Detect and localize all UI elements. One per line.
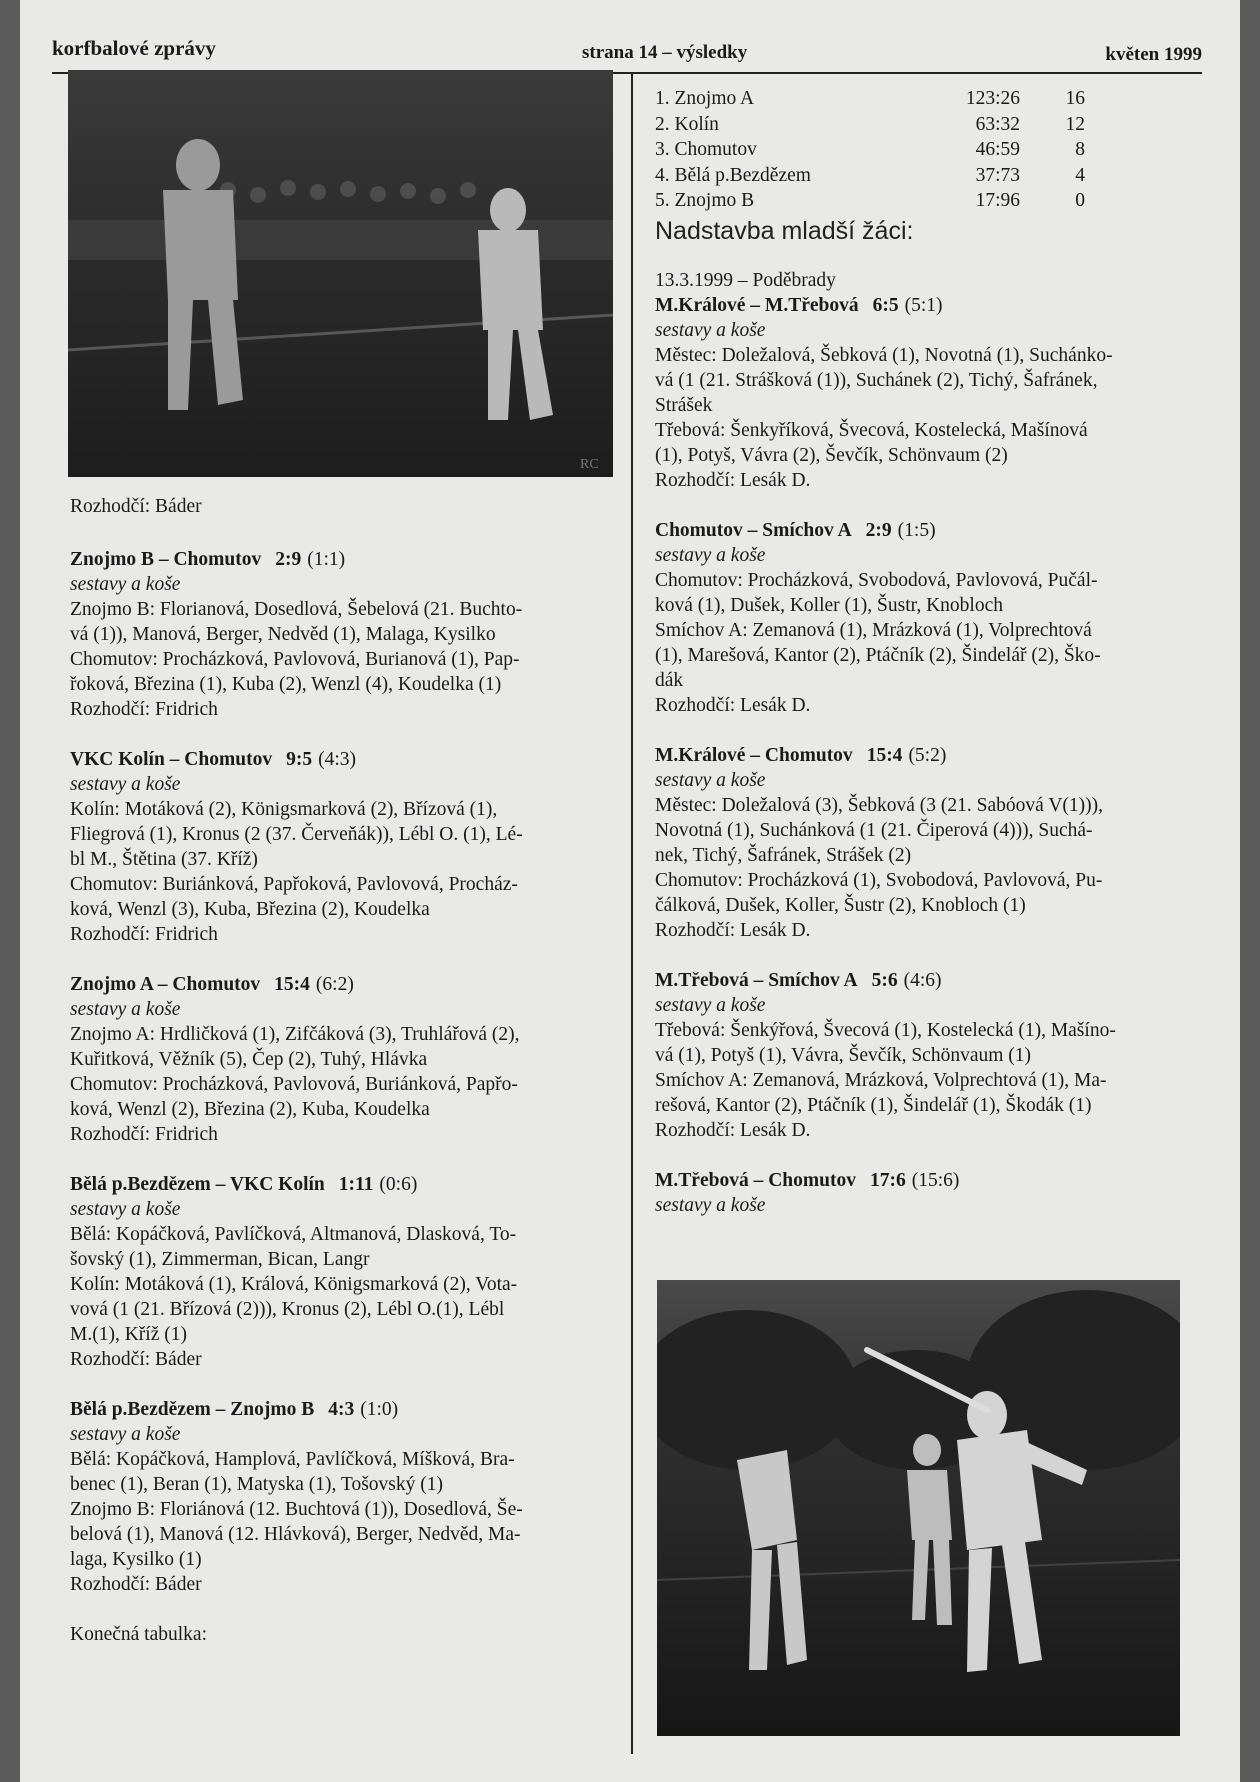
lineups-subtitle: sestavy a koše [655,1194,766,1216]
lineup-line: Rozhodčí: Báder [70,1349,202,1370]
team-name: 4. Bělá p.Bezdězem [655,164,811,186]
team-name: 2. Kolín [655,113,719,135]
column-divider [631,72,633,1754]
lineup-line: laga, Kysilko (1) [70,1549,202,1570]
match-score: 2:9 [275,549,302,570]
page-header [52,36,1202,74]
match-block [70,747,610,947]
match-score: 17:6 [869,1169,906,1191]
lineup-line: čálková, Dušek, Koller, Šustr (2), Knobloch (1) [655,894,1026,916]
standings-row [655,112,1085,138]
lineup-line: rešová, Kantor (2), Ptáčník (1), Šindelář (1), Škodák (1) [655,1094,1092,1116]
match-teams: Bělá p.Bezdězem – Znojmo B [70,1399,315,1420]
lineup-line: Rozhodčí: Lesák D. [655,469,811,491]
lineups-subtitle: sestavy a koše [655,769,766,791]
match-score: 15:4 [866,744,903,766]
match-block [70,547,610,722]
lineup-line: Městec: Doležalová (3), Šebková (3 (21. Sabóová V(1))), [655,794,1104,816]
lineup-line: Kolín: Motáková (1), Králová, Königsmarková (2), Vota- [70,1274,518,1295]
lineup-line: ková (1), Dušek, Koller (1), Šustr, Knobloch [655,594,1003,616]
date-location: 13.3.1999 – Poděbrady [655,269,836,291]
match-title [70,1172,610,1197]
points: 0 [1075,190,1085,211]
lineup-line: Kolín: Motáková (2), Königsmarková (2), Břízová (1), [70,799,498,820]
match-block [655,1168,1185,1218]
lineup-line: Znojmo B: Florianová, Dosedlová, Šebelová (21. Buchto- [70,599,523,620]
lineup-line: Třebová: Šenkýřová, Švecová (1), Kostelecká (1), Mašíno- [655,1019,1116,1041]
left-match-list [70,547,610,1597]
match-halftime: (4:3) [318,749,356,770]
lineup-line: Kuřitková, Věžník (5), Čep (2), Tuhý, Hlávka [70,1049,428,1070]
lineups-subtitle: sestavy a koše [70,999,181,1020]
match-score: 1:11 [338,1174,374,1195]
goal-ratio: 37:73 [975,164,1020,186]
team-name: 5. Znojmo B [655,190,755,211]
lineup-line: M.(1), Kříž (1) [70,1324,187,1345]
match-title [655,1168,1185,1193]
standings-row [655,86,1085,112]
lineup-line: Chomutov: Procházková (1), Svobodová, Pavlovová, Pu- [655,869,1103,891]
points: 8 [1075,139,1085,160]
lineup-line: Rozhodčí: Báder [70,1574,202,1595]
match-halftime: (15:6) [911,1169,960,1191]
match-score: 4:3 [328,1399,355,1420]
lineup-line: Chomutov: Procházková, Pavlovová, Burianová (1), Pap- [70,649,520,670]
match-halftime: (1:0) [360,1399,399,1420]
match-halftime: (4:6) [903,969,942,991]
referee-line-top: Rozhodčí: Báder [70,496,202,517]
lineup-line: šovský (1), Zimmerman, Bican, Langr [70,1249,370,1270]
lineup-line: Rozhodčí: Fridrich [70,699,218,720]
lineup-line: vová (1 (21. Břízová (2))), Kronus (2), Lébl O.(1), Lébl [70,1299,505,1320]
match-score: 15:4 [274,974,310,995]
lineup-line: bl M., Štětina (37. Kříž) [70,849,258,870]
lineup-line: belová (1), Manová (12. Hlávková), Berger, Nedvěd, Ma- [70,1524,521,1545]
match-teams: M.Třebová – Smíchov A [655,969,858,991]
match-teams: Bělá p.Bezdězem – VKC Kolín [70,1174,325,1195]
match-teams: Znojmo B – Chomutov [70,549,262,570]
lineup-line: řoková, Březina (1), Kuba (2), Wenzl (4), Koudelka (1) [70,674,502,695]
lineup-line: ková, Wenzl (2), Březina (2), Kuba, Koudelka [70,1099,430,1120]
match-block [655,743,1185,943]
page-section: strana 14 – výsledky [582,42,748,63]
match-title [70,747,610,772]
goal-ratio: 63:32 [975,113,1020,135]
lineup-line: ková, Wenzl (3), Kuba, Březina (2), Koudelka [70,899,430,920]
right-column [655,86,1185,1243]
goal-ratio: 17:96 [975,190,1020,211]
lineup-line: Bělá: Kopáčková, Pavlíčková, Altmanová, Dlasková, To- [70,1224,517,1245]
match-title [70,547,610,572]
points: 4 [1075,164,1085,186]
match-halftime: (0:6) [379,1174,418,1195]
match-teams: VKC Kolín – Chomutov [70,749,273,770]
team-name: 1. Znojmo A [655,88,755,109]
lineup-line: Znojmo B: Floriánová (12. Buchtová (1)), Dosedlová, Še- [70,1499,523,1520]
lineup-line: Chomutov: Procházková, Svobodová, Pavlovová, Pučál- [655,569,1098,591]
lineup-line: Rozhodčí: Fridrich [70,924,218,945]
lineups-subtitle: sestavy a koše [655,544,766,566]
lineup-line: Chomutov: Buriánková, Papřoková, Pavlovová, Procház- [70,874,518,895]
lineup-line: Fliegrová (1), Kronus (2 (37. Červeňák)), Lébl O. (1), Lé- [70,824,523,845]
lineup-line: Rozhodčí: Lesák D. [655,694,811,716]
lineup-line: Rozhodčí: Lesák D. [655,919,811,941]
lineup-line: (1), Marešová, Kantor (2), Ptáčník (2), Šindelář (2), Ško- [655,644,1101,666]
match-score: 5:6 [871,969,898,991]
match-teams: M.Králové – Chomutov [655,744,853,766]
match-title [70,972,610,997]
lineup-line: Smíchov A: Zemanová (1), Mrázková (1), Volprechtová [655,619,1092,641]
standings-row [655,188,1085,214]
lineup-line: Smíchov A: Zemanová, Mrázková, Volprechtová (1), Ma- [655,1069,1107,1091]
points: 12 [1065,113,1085,135]
match-score: 6:5 [872,294,899,316]
lineup-line: benec (1), Beran (1), Matyska (1), Tošovský (1) [70,1474,444,1495]
lineup-line: vá (1 (21. Strášková (1)), Suchánek (2), Tichý, Šafránek, [655,369,1098,391]
photo-credit: RC [580,457,599,472]
match-block [70,1397,610,1597]
lineups-subtitle: sestavy a koše [70,1424,181,1445]
team-name: 3. Chomutov [655,139,757,160]
lineup-line: vá (1)), Manová, Berger, Nedvěd (1), Malaga, Kysilko [70,624,496,645]
lineup-line: dák [655,669,684,691]
lineup-line: Městec: Doležalová, Šebková (1), Novotná (1), Suchánko- [655,344,1113,366]
standings-row [655,163,1085,189]
lineups-subtitle: sestavy a koše [70,574,181,595]
standings-row [655,137,1085,163]
section-heading: Nadstavba mladší žáci: [655,216,914,245]
match-score: 9:5 [286,749,313,770]
lineup-line: Rozhodčí: Lesák D. [655,1119,811,1141]
lineups-subtitle: sestavy a koše [70,774,181,795]
lineup-line: nek, Tichý, Šafránek, Strášek (2) [655,844,912,866]
match-title [655,968,1185,993]
lineups-subtitle: sestavy a koše [655,994,766,1016]
lineups-subtitle: sestavy a koše [655,319,766,341]
lineup-line: Znojmo A: Hrdličková (1), Zifčáková (3), Truhlářová (2), [70,1024,520,1045]
match-block [70,972,610,1147]
match-halftime: (6:2) [315,974,354,995]
issue-date: květen 1999 [1105,44,1202,65]
korfball-photo-top [68,70,613,477]
match-title [655,293,1185,318]
lineup-line: Rozhodčí: Fridrich [70,1124,218,1145]
lineup-line: Bělá: Kopáčková, Hamplová, Pavlíčková, Míšková, Bra- [70,1449,515,1470]
match-score: 2:9 [865,519,892,541]
match-block [70,1172,610,1372]
match-title [70,1397,610,1422]
match-block [655,293,1185,493]
korfball-photo-bottom [657,1280,1180,1736]
lineup-line: vá (1), Potyš (1), Vávra, Ševčík, Schönvaum (1) [655,1044,1032,1066]
match-halftime: (1:5) [897,519,936,541]
points: 16 [1065,88,1085,109]
match-teams: Chomutov – Smíchov A [655,519,852,541]
match-teams: M.Králové – M.Třebová [655,294,859,316]
publication-title: korfbalové zprávy [52,36,216,60]
match-halftime: (1:1) [307,549,346,570]
lineups-subtitle: sestavy a koše [70,1199,181,1220]
goal-ratio: 46:59 [975,139,1020,160]
match-title [655,518,1185,543]
match-teams: M.Třebová – Chomutov [655,1169,856,1191]
match-halftime: (5:2) [908,744,947,766]
right-match-list [655,293,1185,1218]
final-table-label: Konečná tabulka: [70,1624,207,1645]
lineup-line: Chomutov: Procházková, Pavlovová, Buriánková, Papřo- [70,1074,518,1095]
goal-ratio: 123:26 [965,88,1020,109]
left-column [70,494,610,1647]
match-teams: Znojmo A – Chomutov [70,974,261,995]
lineup-line: Novotná (1), Suchánková (1 (21. Čiperová (4))), Suchá- [655,819,1093,841]
lineup-line: Strášek [655,394,713,416]
lineup-line: (1), Potyš, Vávra (2), Ševčík, Schönvaum (2) [655,444,1008,466]
match-block [655,968,1185,1143]
match-block [655,518,1185,718]
match-halftime: (5:1) [904,294,943,316]
standings-table [655,86,1085,214]
lineup-line: Třebová: Šenkyříková, Švecová, Kostelecká, Mašínová [655,419,1088,441]
match-title [655,743,1185,768]
